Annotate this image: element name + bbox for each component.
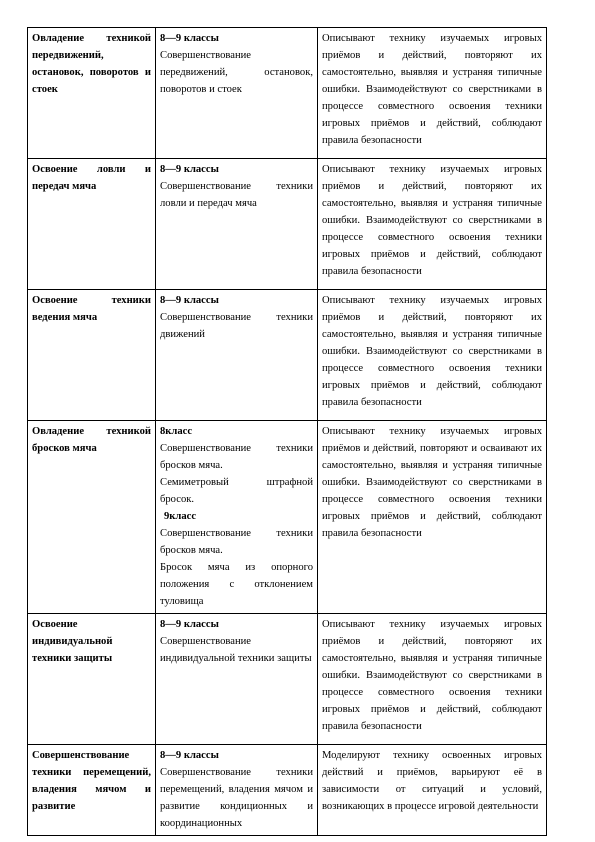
table-row (28, 745, 547, 836)
activity-cell: Описывают технику изучаемых игровых приёмов и действий, повторяют их самостоятельно, выявляя и устраняя типичные ошибки. Взаимодействуют со сверстниками в процессе совместного освоения техники игровых приёмов и действий, соблюдают правила безопасности (318, 159, 547, 290)
activity-cell: Описывают технику изучаемых игровых приёмов и действий, повторяют их самостоятельно, выявляя и устраняя типичные ошибки. Взаимодействуют со сверстниками в процессе совместного освоения техники игровых приёмов и действий, соблюдают правила безопасности (318, 290, 547, 421)
content-cell (156, 290, 318, 421)
content-text: Совершенствование индивидуальной техники защиты (160, 636, 312, 664)
content-text: Бросок мяча из опорного положения с отклонением туловища (160, 562, 313, 607)
grade-label: 8—9 классы (160, 295, 219, 306)
grade-label: 8—9 классы (160, 750, 219, 761)
content-cell (156, 745, 318, 836)
content-text: Совершенствование техники ловли и передач мяча (160, 181, 313, 209)
content-text: Совершенствование техники бросков мяча. (160, 443, 313, 471)
table-row (28, 421, 547, 614)
activity-cell: Моделируют технику освоенных игровых действий и приёмов, варьируют её в зависимости от ситуаций и условий, возникающих в процессе игровой деятельности (318, 745, 547, 836)
topic-cell: Овладение техникой передвижений, остановок, поворотов и стоек (28, 28, 156, 159)
grade-label: 8—9 классы (160, 33, 219, 44)
content-text: Совершенствование техники бросков мяча. (160, 528, 313, 556)
content-text: Семиметровый штрафной бросок. (160, 477, 313, 505)
table-row (28, 28, 547, 159)
topic-cell: Овладение техникой бросков мяча (28, 421, 156, 614)
activity-cell: Описывают технику изучаемых игровых приёмов и действий, повторяют их самостоятельно, выявляя и устраняя типичные ошибки. Взаимодействуют со сверстниками в процессе совместного освоения техники игровых приёмов и действий, соблюдают правила безопасности (318, 614, 547, 745)
table-row (28, 159, 547, 290)
content-cell (156, 159, 318, 290)
activity-cell: Описывают технику изучаемых игровых приёмов и действий, повторяют и осваивают их самостоятельно, выявляя и устраняя типичные ошибки. Взаимодействуют со сверстниками в процессе совместного освоения техники игровых приёмов и действий, соблюдают правила безопасности (318, 421, 547, 614)
content-text: Совершенствование техники перемещений, владения мячом и развитие кондиционных и координационных (160, 767, 313, 829)
grade-label: 9класс (164, 511, 197, 522)
content-text: Совершенствование техники движений (160, 312, 313, 340)
topic-cell: Совершенствование техники перемещений, владения мячом и развитие (28, 745, 156, 836)
curriculum-table (27, 27, 547, 836)
grade-label: 8—9 классы (160, 619, 219, 630)
content-cell (156, 421, 318, 614)
topic-cell: Освоение индивидуальной техники защиты (28, 614, 156, 745)
grade-label: 8—9 классы (160, 164, 219, 175)
grade-label: 8класс (160, 426, 193, 437)
topic-cell: Освоение техники ведения мяча (28, 290, 156, 421)
content-cell (156, 28, 318, 159)
table-row (28, 614, 547, 745)
topic-cell: Освоение ловли и передач мяча (28, 159, 156, 290)
content-cell (156, 614, 318, 745)
content-text: Совершенствование передвижений, остановок, поворотов и стоек (160, 50, 313, 95)
activity-cell: Описывают технику изучаемых игровых приёмов и действий, повторяют их самостоятельно, выявляя и устраняя типичные ошибки. Взаимодействуют со сверстниками в процессе совместного освоения техники игровых приёмов и действий, соблюдают правила безопасности (318, 28, 547, 159)
table-row (28, 290, 547, 421)
